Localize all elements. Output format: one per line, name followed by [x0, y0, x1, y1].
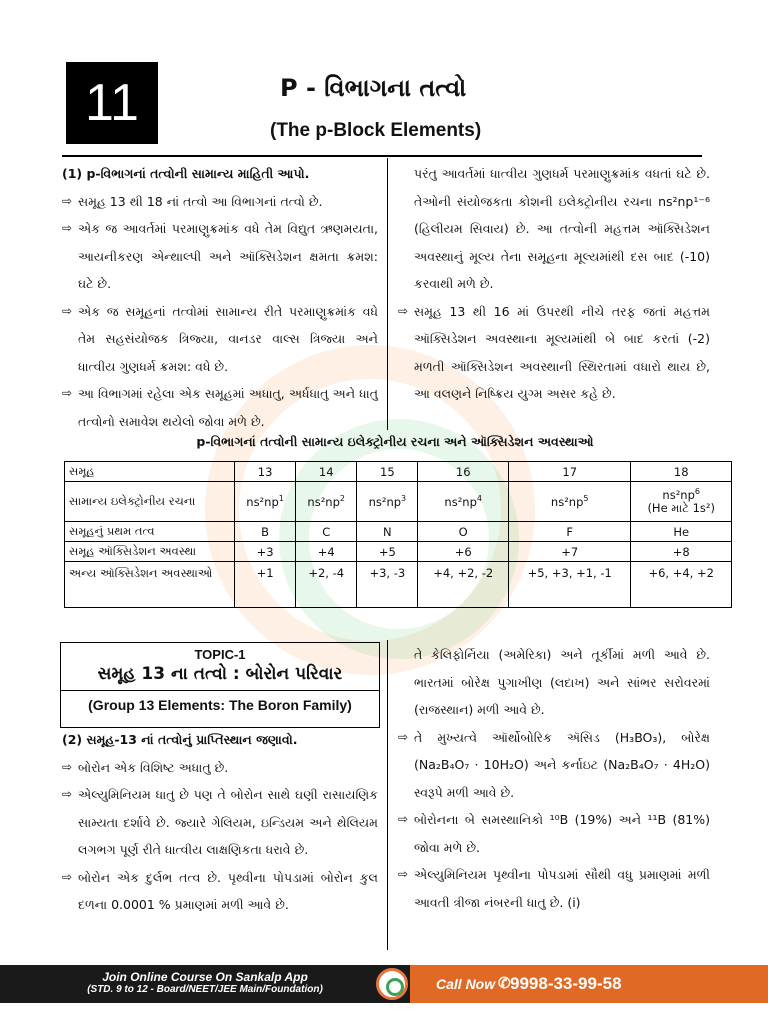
arrow-icon: ⇨	[62, 869, 73, 884]
call-now-label: Call Now	[436, 976, 496, 992]
arrow-icon: ⇨	[62, 759, 73, 774]
cell: $ns^2np^5$	[509, 482, 631, 522]
arrow-icon: ⇨	[62, 386, 73, 400]
cell: 15	[357, 462, 418, 482]
footer-line-1: Join Online Course On Sankalp App	[102, 970, 308, 984]
cell: 16	[418, 462, 509, 482]
bullet: ⇨ સમૂહ 13 થી 18 નાં તત્વો આ વિભાગનાં તત્વો છે.	[62, 188, 378, 216]
cell: C	[296, 522, 357, 542]
topic-title-gujarati: સમૂહ 13 ના તત્વો : બોરોન પરિવાર	[97, 664, 343, 684]
question-1: (1) p-વિભાગનાં તત્વોની સામાન્ય માહિતી આપો.	[62, 166, 310, 181]
phone-icon: ✆	[498, 975, 511, 992]
cell: 17	[509, 462, 631, 482]
arrow-icon: ⇨	[62, 221, 73, 235]
chapter-title: P - વિભાગના તત્વો	[280, 74, 467, 102]
arrow-icon: ⇨	[62, 303, 73, 318]
bullet: ⇨ એક જ સમૂહનાં તત્વોમાં સામાન્ય રીતે પરમાણુક્રમાંક વધે તેમ સહસંયોજક ત્રિજ્યા, વાનડર વાલ્સ ત્રિજ્યા અને ધાત્વીય ગુણધર્મ ક્રમશ: વધે છે.	[62, 298, 378, 381]
table-title: p-વિભાગનાં તત્વોની સામાન્ય ઇલેક્ટ્રોનીય રચના અને ઑક્સિડેશન અવસ્થાઓ	[196, 434, 594, 449]
cell: +3	[235, 542, 296, 562]
cell: +5	[357, 542, 418, 562]
cell: +8	[631, 542, 732, 562]
paragraph: તે કેલિફોર્નિયા (અમેરિકા) અને તૂર્કીમાં મળી આવે છે. ભારતમાં બોરેક્ષ પુગાખીણ (લદાખ) અને સાંભર સરોવરમાં (રાજસ્થાન) મળી આવે છે.	[414, 647, 710, 717]
cell: +4, +2, -2	[418, 562, 509, 608]
cell: N	[357, 522, 418, 542]
question-2: (2) સમૂહ-13 નાં તત્વોનું પ્રાપ્તિસ્થાન જણાવો.	[62, 732, 298, 747]
cell: B	[235, 522, 296, 542]
footer-line-2: (STD. 9 to 12 - Board/NEET/JEE Main/Foundation)	[87, 984, 323, 995]
cell: F	[509, 522, 631, 542]
chapter-number: 11	[66, 62, 158, 144]
cell: +6, +4, +2	[631, 562, 732, 608]
cell: $ns^2np^3$	[357, 482, 418, 522]
arrow-icon: ⇨	[398, 303, 409, 318]
table-row	[65, 462, 732, 482]
cell: 14	[296, 462, 357, 482]
row-label: અન્ય ઑક્સિડેશન અવસ્થાઓ	[65, 562, 235, 608]
table-row	[65, 542, 732, 562]
bullet: ⇨ સમૂહ 13 થી 16 માં ઉપરથી નીચે તરફ જતાં મહત્તમ ઑક્સિડેશન અવસ્થાના મૂલ્યમાંથી બે બાદ કરતાં (-2) મળતી ઑક્સિડેશન અવસ્થાની સ્થિરતામાં વધારો થાય છે, આ વલણને નિષ્ક્રિય યુગ્મ અસર કહે છે.	[398, 298, 710, 408]
bullet: ⇨ બોરોન એક દુર્લભ તત્વ છે. પૃથ્વીના પોપડામાં બોરોન કુલ દળના 0.0001 % પ્રમાણમાં મળી આવે છે.	[62, 864, 378, 919]
row-label: સમૂહ ઑક્સિડેશન અવસ્થા	[65, 542, 235, 562]
cell: $ns^2np^6$ (He માટે 1s²)	[631, 482, 732, 522]
row-label: સમૂહનું પ્રથમ તત્વ	[65, 522, 235, 542]
bullet: ⇨ બોરોનના બે સમસ્થાનિકો ¹⁰B (19%) અને ¹¹B (81%) જોવા મળે છે.	[398, 806, 710, 861]
footer-call	[410, 965, 768, 1003]
topic-box	[60, 642, 380, 728]
row-label: સમૂહ	[65, 462, 235, 482]
arrow-icon: ⇨	[62, 193, 73, 208]
p-block-table	[64, 461, 732, 608]
cell: +3, -3	[357, 562, 418, 608]
cell: +7	[509, 542, 631, 562]
bullet: ⇨ તે મુખ્યત્વે ઑર્થોબોરિક ઍસિડ (H₃BO₃), બોરેક્ષ (Na₂B₄O₇ · 10H₂O) અને કર્નાઇટ (Na₂B₄O₇ · 4H₂O) સ્વરૂપે મળી આવે છે.	[398, 724, 710, 807]
footer-promo	[0, 965, 410, 1003]
chapter-subtitle: (The p-Block Elements)	[270, 120, 482, 141]
cell: +5, +3, +1, -1	[509, 562, 631, 608]
cell: +6	[418, 542, 509, 562]
cell: +2, -4	[296, 562, 357, 608]
column-divider	[387, 640, 388, 950]
he-note: (He માટે 1s²)	[647, 501, 715, 516]
cell: He	[631, 522, 732, 542]
cell: O	[418, 522, 509, 542]
cell: +4	[296, 542, 357, 562]
cell: $ns^2np^4$	[418, 482, 509, 522]
bullet: ⇨ એક જ આવર્તમાં પરમાણુક્રમાંક વધે તેમ વિદ્યુત ઋણમયતા, આયનીકરણ એન્થાલ્પી અને ઑક્સિડેશન ક્ષમતા ક્રમશ: ઘટે છે.	[62, 215, 378, 298]
bullet: ⇨ એલ્યુમિનિયમ ધાતુ છે પણ તે બોરોન સાથે ઘણી રાસાયણિક સામ્યતા દર્શાવે છે. જ્યારે ગેલિયમ, ઇન્ડિયમ અને થેલિયમ લગભગ પૂર્ણ રીતે ધાત્વીય લાક્ષણિકતા ધરાવે છે.	[62, 781, 378, 864]
header-divider	[62, 155, 702, 157]
arrow-icon: ⇨	[398, 867, 409, 881]
arrow-icon: ⇨	[398, 729, 409, 744]
cell: 13	[235, 462, 296, 482]
bullet: ⇨ બોરોન એક વિશિષ્ટ અધાતુ છે.	[62, 754, 378, 782]
cell: 18	[631, 462, 732, 482]
arrow-icon: ⇨	[62, 787, 73, 801]
right-top-column	[398, 160, 710, 408]
arrow-icon: ⇨	[398, 812, 409, 826]
paragraph: પરંતુ આવર્તમાં ધાત્વીય ગુણધર્મ પરમાણુક્રમાંક વધતાં ઘટે છે. તેઓની સંયોજકતા કોશની ઇલેક્ટ્રોનીય રચના ns²np¹⁻⁶ (હિલીયમ સિવાય) છે. આ તત્વોની મહત્તમ ઑક્સિડેશન અવસ્થાનું મૂલ્ય તેના સમૂહના મૂલ્યમાંથી દસ બાદ (-10) કરવાથી મળે છે.	[414, 166, 710, 291]
sankalp-logo-icon	[376, 968, 408, 1000]
left-top-column	[62, 160, 378, 435]
left-bottom-column	[62, 726, 378, 919]
cell: $ns^2np^2$	[296, 482, 357, 522]
cell: +1	[235, 562, 296, 608]
cell: $ns^2np^1$	[235, 482, 296, 522]
table-row	[65, 482, 732, 522]
bullet: ⇨ એલ્યુમિનિયમ પૃથ્વીના પોપડામાં સૌથી વધુ પ્રમાણમાં મળી આવતી ત્રીજા નંબરની ધાતુ છે. (i)	[398, 861, 710, 916]
topic-label: TOPIC-1	[194, 647, 246, 662]
right-bottom-column	[398, 641, 710, 916]
row-label: સામાન્ય ઇલેક્ટ્રોનીય રચના	[65, 482, 235, 522]
table-row	[65, 562, 732, 608]
bullet: ⇨ આ વિભાગમાં રહેલા એક સમૂહમાં અધાતુ, અર્ધધાતુ અને ધાતુ તત્વોનો સમાવેશ થયેલો જોવા મળે છે.	[62, 380, 378, 435]
column-divider	[387, 158, 388, 430]
topic-title-english: (Group 13 Elements: The Boron Family)	[61, 690, 379, 713]
phone-number: 9998-33-99-58	[510, 974, 622, 993]
table-row	[65, 522, 732, 542]
footer-banner	[0, 965, 768, 1003]
